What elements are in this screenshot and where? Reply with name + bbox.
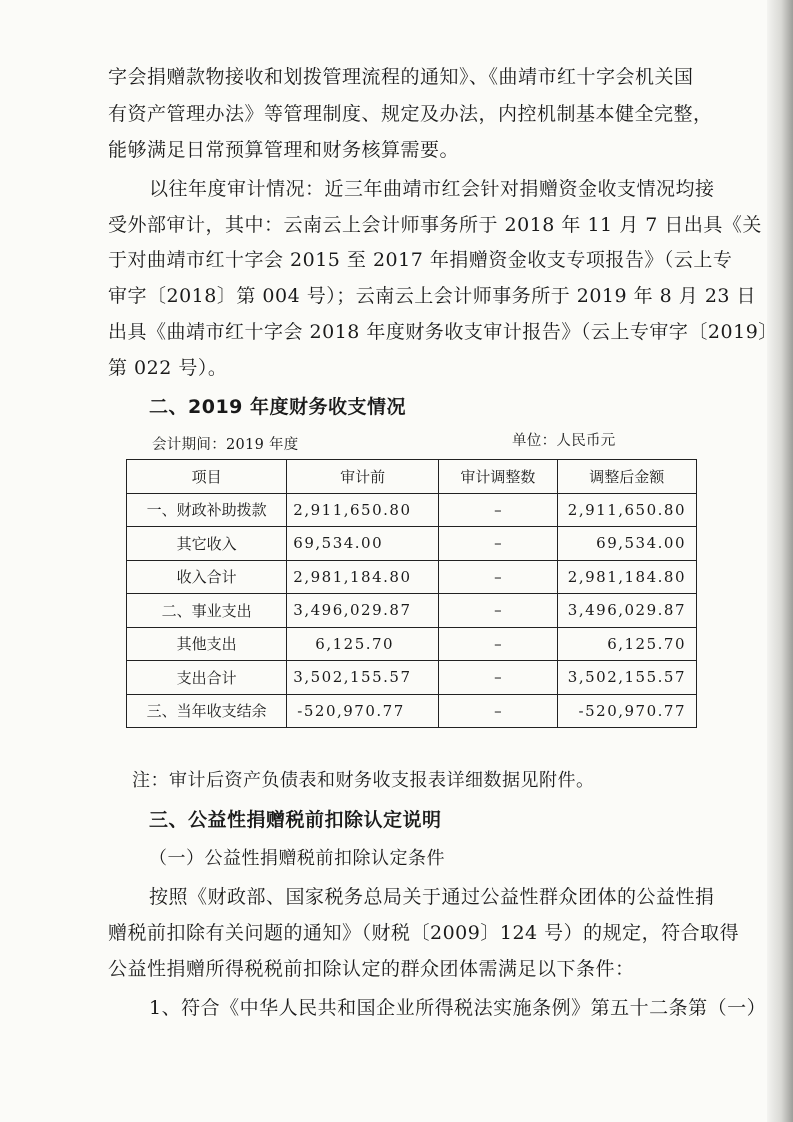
table-row bbox=[127, 627, 697, 661]
row-after: 3,502,155.57 bbox=[557, 661, 696, 695]
section3-subheading: （一）公益性捐赠税前扣除认定条件 bbox=[149, 848, 445, 869]
row-item: 三、当年收支结余 bbox=[127, 694, 287, 728]
financial-table bbox=[126, 459, 697, 728]
row-adjust: – bbox=[439, 493, 558, 527]
row-before: 6,125.70 bbox=[287, 627, 439, 661]
row-item: 一、财政补助拨款 bbox=[127, 493, 287, 527]
table-row bbox=[127, 661, 697, 695]
section3-heading: 三、公益性捐赠税前扣除认定说明 bbox=[149, 809, 442, 831]
scan-edge-shadow bbox=[767, 0, 793, 1122]
paragraph1-line2: 有资产管理办法》等管理制度、规定及办法，内控机制基本健全完整， bbox=[108, 103, 713, 125]
row-after: 6,125.70 bbox=[557, 627, 696, 661]
row-item: 支出合计 bbox=[127, 661, 287, 695]
row-before: 2,981,184.80 bbox=[287, 560, 439, 594]
section3-line4: 1、符合《中华人民共和国企业所得税法实施条例》第五十二条第（一） bbox=[149, 997, 767, 1019]
row-adjust: – bbox=[439, 527, 558, 561]
row-after: 3,496,029.87 bbox=[557, 594, 696, 628]
paragraph2-line2: 受外部审计，其中：云南云上会计师事务所于 2018 年 11 月 7 日出具《关 bbox=[108, 214, 762, 236]
table-row bbox=[127, 694, 697, 728]
row-item: 其他支出 bbox=[127, 627, 287, 661]
header-before-audit: 审计前 bbox=[287, 460, 439, 494]
row-adjust: – bbox=[439, 560, 558, 594]
paragraph2-line5: 出具《曲靖市红十字会 2018 年度财务收支审计报告》（云上专审字〔2019〕 bbox=[108, 321, 778, 343]
table-row bbox=[127, 493, 697, 527]
table-row bbox=[127, 560, 697, 594]
paragraph1-line1: 字会捐赠款物接收和划拨管理流程的通知》、《曲靖市红十字会机关国 bbox=[108, 66, 694, 88]
header-audit-adjustment: 审计调整数 bbox=[439, 460, 558, 494]
paragraph2-line1: 以往年度审计情况：近三年曲靖市红会针对捐赠资金收支情况均接 bbox=[149, 178, 715, 200]
row-before: -520,970.77 bbox=[287, 694, 439, 728]
row-after: 69,534.00 bbox=[557, 527, 696, 561]
row-before: 2,911,650.80 bbox=[287, 493, 439, 527]
currency-unit: 单位：人民币元 bbox=[512, 433, 616, 449]
row-after: 2,911,650.80 bbox=[557, 493, 696, 527]
row-before: 3,496,029.87 bbox=[287, 594, 439, 628]
header-adjusted-amount: 调整后金额 bbox=[557, 460, 696, 494]
header-item: 项目 bbox=[127, 460, 287, 494]
row-adjust: – bbox=[439, 594, 558, 628]
row-item: 二、事业支出 bbox=[127, 594, 287, 628]
section3-line3: 公益性捐赠所得税税前扣除认定的群众团体需满足以下条件： bbox=[108, 958, 635, 980]
table-row bbox=[127, 527, 697, 561]
table-header-row bbox=[127, 460, 697, 494]
accounting-period: 会计期间：2019 年度 bbox=[152, 437, 299, 453]
section2-heading: 二、2019 年度财务收支情况 bbox=[149, 396, 406, 418]
row-adjust: – bbox=[439, 627, 558, 661]
row-before: 69,534.00 bbox=[287, 527, 439, 561]
section3-line1: 按照《财政部、国家税务总局关于通过公益性群众团体的公益性捐 bbox=[149, 886, 715, 908]
row-adjust: – bbox=[439, 661, 558, 695]
table-note: 注：审计后资产负债表和财务收支报表详细数据见附件。 bbox=[132, 770, 595, 791]
row-after: -520,970.77 bbox=[557, 694, 696, 728]
row-item: 其它收入 bbox=[127, 527, 287, 561]
table-row bbox=[127, 594, 697, 628]
paragraph2-line3: 于对曲靖市红十字会 2015 至 2017 年捐赠资金收支专项报告》（云上专 bbox=[108, 249, 733, 271]
section3-line2: 赠税前扣除有关问题的通知》（财税〔2009〕124 号）的规定，符合取得 bbox=[108, 922, 740, 944]
paragraph1-line3: 能够满足日常预算管理和财务核算需要。 bbox=[108, 139, 460, 161]
paragraph2-line4: 审字〔2018〕第 004 号）；云南云上会计师事务所于 2019 年 8 月 23 日 bbox=[108, 285, 757, 307]
row-item: 收入合计 bbox=[127, 560, 287, 594]
row-before: 3,502,155.57 bbox=[287, 661, 439, 695]
row-adjust: – bbox=[439, 694, 558, 728]
paragraph2-line6: 第 022 号）。 bbox=[108, 357, 228, 379]
row-after: 2,981,184.80 bbox=[557, 560, 696, 594]
